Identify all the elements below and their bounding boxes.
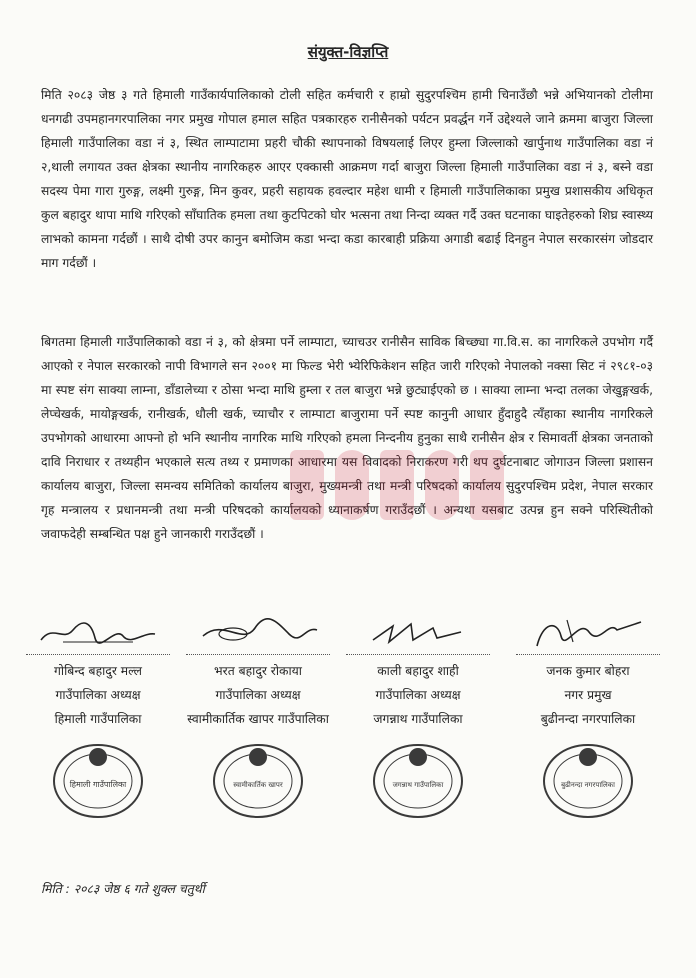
signatory-3-office: जगन्नाथ गाउँपालिका: [373, 712, 463, 726]
signatory-1-office: हिमाली गाउँपालिका: [54, 712, 142, 726]
signatory-1-role: गाउँपालिका अध्यक्ष: [55, 688, 141, 702]
signatory-2-office: स्वामीकार्तिक खापर गाउँपालिका: [187, 712, 329, 726]
signatory-3: [338, 612, 498, 821]
signatory-1-name: गोबिन्द बहादुर मल्ल: [54, 664, 142, 678]
signatory-2-role: गाउँपालिका अध्यक्ष: [215, 688, 301, 702]
signatory-1: [18, 612, 178, 821]
document-date: मिति : २०८३ जेष्ठ ६ गते शुक्ल चतुर्थी: [41, 882, 205, 896]
signatory-4-office: बुढीनन्दा नगरपालिका: [540, 712, 636, 726]
office-seal-2-icon: [210, 737, 306, 821]
office-seal-1-icon: [50, 737, 146, 821]
seal-1-text: हिमाली गाउँपालिका: [69, 780, 127, 789]
seal-3-text: जगन्नाथ गाउँपालिका: [392, 781, 444, 789]
signatory-3-role: गाउँपालिका अध्यक्ष: [375, 688, 461, 702]
paragraph-2: बिगतमा हिमाली गाउँपालिकाको वडा नं ३, को क्षेत्रमा पर्ने लाम्पाटा, च्याचउर रानीसैन साविक बिच्छ्या गा.वि.स. का नागरिकले उपभोग गर्दै आएको र नेपाल सरकारको नापी विभागले सन २००१ मा फिल्ड भेरी भ्येरिफिकेशन सहित जारी गरिएको नेपालको नक्सा सिट नं २९८१-०३ मा स्पष्ट संग साक्या लाम्ना, डाँडालेच्या र ठोसा भन्दा माथि हुम्ला र तल बाजुरा भन्ने छुट्याईएको छ । साक्या लाम्ना भन्दा तलका जेखुङ्गखर्क, लेप्चेखर्क, मायोङ्गखर्क, रानीखर्क, धौली खर्क, च्याचौर र लाम्पाटा बाजुरामा पर्ने स्पष्ट कानुनी आधार हुँदाहुदै त्यँहाका स्थानीय नागरिकले उपभोगको आधारमा आफ्नो हो भनि स्थानीय नागरिक माथि गरिएको हमला निन्दनीय हुनुका साथै रानीसैन क्षेत्र र सिमावर्ती क्षेत्रका जनताको दावि निराधार र तथ्यहीन भएकाले सत्य तथ्य र प्रमाणका आधारमा यस विवादको निराकरण गरी थप दुर्घटनाबाट जोगाउन जिल्ला प्रशासन कार्यालय बाजुरा, जिल्ला समन्वय समितिको कार्यालय बाजुरा, मुख्यमन्त्री तथा मन्त्री परिषदको कार्यालय सुदुरपश्चिम प्रदेश, नेपाल सरकार गृह मन्त्रालय र प्रधानमन्त्री तथा मन्त्री परिषदको कार्यालयको ध्यानाकर्षण गराउँदछौं । अन्यथा यसबाट उत्पन्न हुन सक्ने परिस्थितीको जवाफदेही सम्बन्धित पक्ष हुने जानकारी गराउँदछौं ।: [41, 335, 653, 541]
document-title: संयुक्त-विज्ञप्ति: [307, 43, 389, 61]
signature-4-icon: [523, 612, 653, 652]
paragraph-1: मिति २०८३ जेष्ठ ३ गते हिमाली गाउँकार्यपालिकाको टोली सहित कर्मचारी र हाम्रो सुदुरपश्चिम हामी चिनाउँछौ भन्ने अभियानको टोलीमा धनगढी उपमहानगरपालिका नगर प्रमुख गोपाल हमाल सहित पत्रकारहरु रानीसैनको पर्यटन प्रवर्द्धन गर्ने उद्देश्यले जाने क्रममा बाजुरा जिल्ला हिमाली गाउँपालिका वडा नं ३, स्थित लाम्पाटामा प्रहरी चौकी स्थापनाको विषयलाई लिएर हुम्ला जिल्लाको खार्पुनाथ गाउँपालिका वडा नं २,थाली लगायत उक्त क्षेत्रका स्थानीय नागरिकहरु आएर एक्कासी आक्रमण गर्दा बाजुरा जिल्ला हिमाली गाउँपालिका वडा नं ३, बस्ने वडा सदस्य पेमा गारा गुरुङ्ग, लक्ष्मी गुरुङ्ग, मिन कुवर, प्रहरी सहायक हवल्दार महेश धामी र हिमाली गाउँपालिकाका प्रमुख प्रशासकीय अधिकृत कुल बहादुर थापा माथि गरिएको साँघातिक हमला तथा कुटपिटको घोर भत्सना तथा निन्दा व्यक्त गर्दै उक्त घटनाका घाइतेहरुको शिघ्र स्वास्थ्य लाभको कामना गर्दछौं । साथै दोषी उपर कानुन बमोजिम कडा भन्दा कडा कारबाही प्रक्रिया अगाडी बढाई दिनहुन नेपाल सरकारसंग जोडदार माग गर्दछौं ।: [41, 88, 653, 270]
signatory-2: [178, 612, 338, 821]
office-seal-4-icon: [540, 737, 636, 821]
signatory-4-role: नगर प्रमुख: [564, 688, 612, 702]
office-seal-3-icon: [370, 737, 466, 821]
signatory-4-name: जनक कुमार बोहरा: [546, 664, 630, 678]
signature-2-icon: [193, 612, 323, 652]
signature-1-icon: [33, 612, 163, 652]
seal-4-text: बुढीनन्दा नगरपालिका: [561, 781, 615, 789]
signature-3-icon: [353, 612, 483, 652]
signatory-2-name: भरत बहादुर रोकाया: [214, 664, 302, 678]
signatory-3-name: काली बहादुर शाही: [377, 664, 459, 678]
seal-2-text: स्वामीकार्तिक खापर: [233, 781, 283, 789]
signatory-4: [508, 612, 668, 821]
